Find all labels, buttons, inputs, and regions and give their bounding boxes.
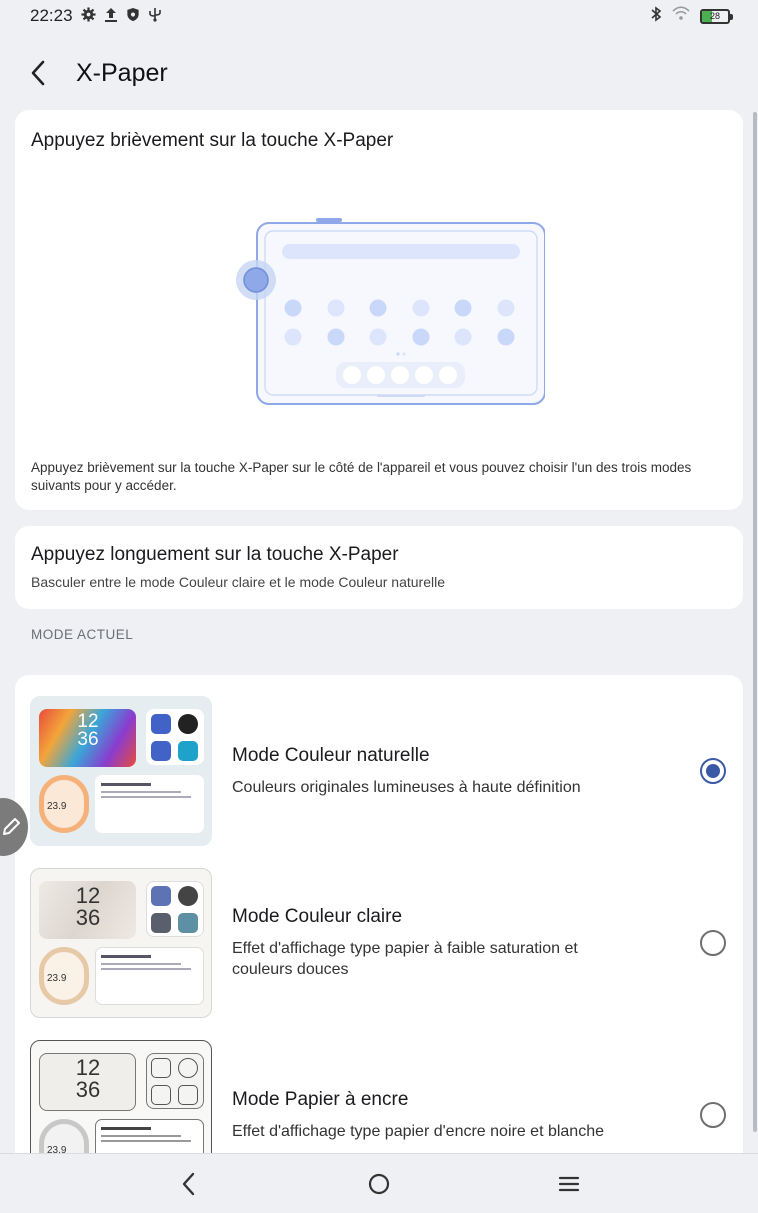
mode-natural-color[interactable] bbox=[15, 685, 743, 857]
page-title: X-Paper bbox=[76, 58, 168, 87]
upload-icon bbox=[104, 7, 118, 26]
thumb-value: 23.9 bbox=[47, 1145, 67, 1153]
wifi-icon bbox=[672, 6, 690, 26]
shield-icon bbox=[126, 7, 140, 26]
short-press-description: Appuyez brièvement sur la touche X-Paper sur le côté de l'appareil et vous pouvez choisir l'un des trois modes suivants pour y accéder. bbox=[31, 460, 692, 493]
chevron-left-icon bbox=[29, 59, 47, 87]
status-left bbox=[30, 6, 162, 26]
thumb-minute: 36 bbox=[77, 729, 99, 750]
thumb-hour: 12 bbox=[77, 711, 99, 732]
nav-home-icon bbox=[367, 1172, 391, 1196]
status-time: 22:23 bbox=[30, 6, 73, 25]
long-press-title: Appuyez longuement sur la touche X-Paper bbox=[31, 544, 399, 565]
back-button[interactable] bbox=[18, 53, 58, 93]
mode-ink-text bbox=[232, 1089, 642, 1142]
thumb-value: 23.9 bbox=[47, 801, 67, 812]
mode-light-color[interactable] bbox=[15, 857, 743, 1029]
short-press-card bbox=[15, 110, 743, 510]
mode-ink-thumbnail bbox=[30, 1040, 212, 1153]
nav-menu-icon bbox=[558, 1175, 580, 1193]
content-scroll-area[interactable] bbox=[15, 110, 743, 1153]
bluetooth-icon bbox=[650, 6, 662, 27]
battery-icon bbox=[700, 9, 730, 24]
status-right bbox=[650, 6, 730, 27]
mode-light-text bbox=[232, 906, 642, 980]
thumb-value: 23.9 bbox=[47, 973, 67, 984]
mode-light-radio[interactable] bbox=[700, 930, 726, 956]
xpaper-key-illustration bbox=[225, 218, 545, 408]
long-press-subtitle: Basculer entre le mode Couleur claire et le mode Couleur naturelle bbox=[31, 574, 445, 590]
mode-light-title: Mode Couleur claire bbox=[232, 906, 403, 927]
nav-menu-button[interactable] bbox=[549, 1164, 589, 1204]
mode-natural-text bbox=[232, 745, 642, 798]
battery-level: 28 bbox=[709, 11, 720, 21]
mode-light-thumbnail bbox=[30, 868, 212, 1018]
nav-back-button[interactable] bbox=[169, 1164, 209, 1204]
thumb-minute: 36 bbox=[75, 1077, 101, 1102]
mode-natural-thumbnail bbox=[30, 696, 212, 846]
mode-natural-radio[interactable] bbox=[700, 758, 726, 784]
thumb-minute: 36 bbox=[75, 905, 101, 930]
current-mode-label: MODE ACTUEL bbox=[31, 627, 134, 642]
mode-ink-title: Mode Papier à encre bbox=[232, 1088, 409, 1110]
modes-card bbox=[15, 675, 743, 1153]
usb-icon bbox=[148, 6, 162, 26]
pencil-icon bbox=[0, 816, 22, 838]
thumb-hour: 12 bbox=[75, 883, 101, 908]
status-bar bbox=[0, 0, 758, 32]
gear-icon bbox=[81, 7, 96, 26]
mode-ink-paper[interactable] bbox=[15, 1029, 743, 1153]
header bbox=[0, 48, 758, 98]
navigation-bar bbox=[0, 1153, 758, 1213]
short-press-title: Appuyez brièvement sur la touche X-Paper bbox=[31, 130, 394, 151]
long-press-card[interactable] bbox=[15, 526, 743, 609]
mode-natural-subtitle: Couleurs originales lumineuses à haute définition bbox=[232, 778, 581, 796]
mode-ink-radio[interactable] bbox=[700, 1102, 726, 1128]
nav-home-button[interactable] bbox=[359, 1164, 399, 1204]
scrollbar[interactable] bbox=[753, 112, 757, 1132]
mode-ink-subtitle: Effet d'affichage type papier d'encre noire et blanche bbox=[232, 1122, 604, 1140]
mode-natural-title: Mode Couleur naturelle bbox=[232, 744, 430, 766]
nav-back-icon bbox=[181, 1172, 197, 1196]
mode-light-subtitle: Effet d'affichage type papier à faible saturation et couleurs douces bbox=[232, 940, 578, 978]
thumb-hour: 12 bbox=[75, 1055, 101, 1080]
